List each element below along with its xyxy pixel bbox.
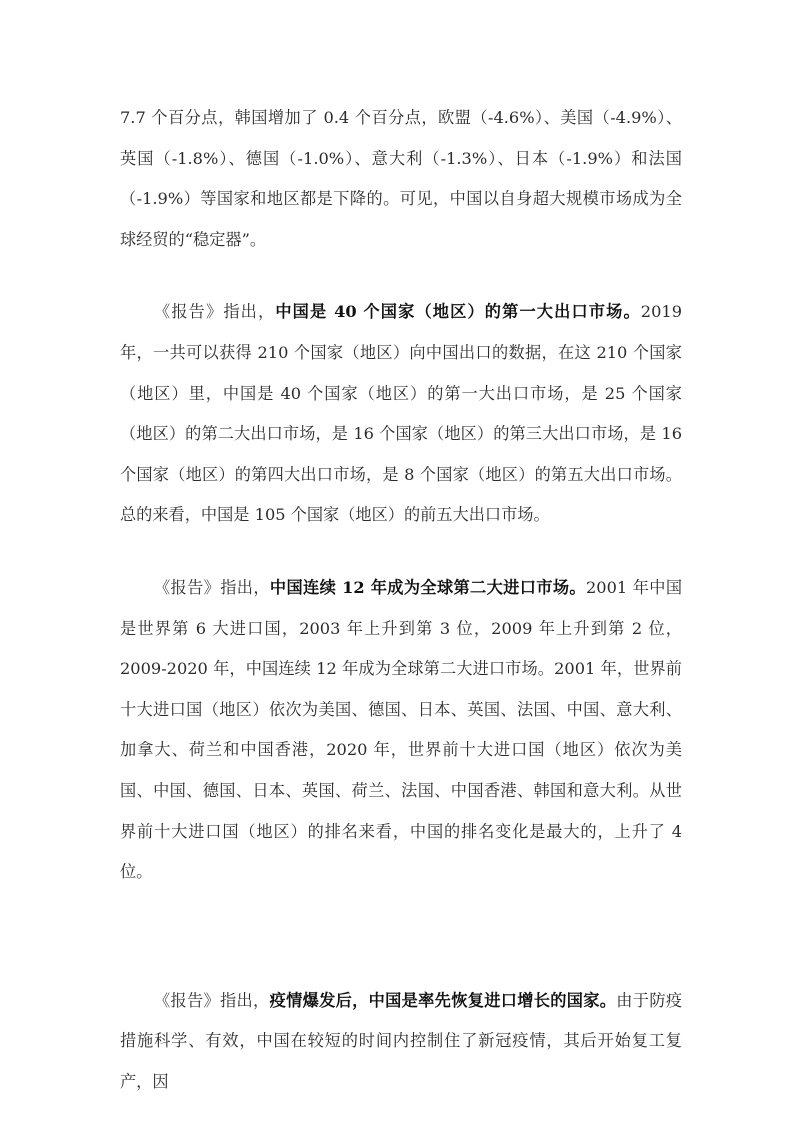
paragraph-text: 7.7 个百分点，韩国增加了 0.4 个百分点，欧盟（-4.6%）、美国（-4.9%）、英国（-1.8%）、德国（-1.0%）、意大利（-1.3%）、日本（-1.9%）和法国（-1.9%）等国家和地区都是下降的。可见，中国以自身超大规模市场成为全球经贸的“稳定器”。 xyxy=(120,108,682,249)
paragraph-lead: 《报告》指出， xyxy=(154,990,270,1010)
document-page xyxy=(120,98,682,1102)
paragraph-import-market xyxy=(120,568,682,893)
paragraph-body: 2019 年，一共可以获得 210 个国家（地区）向中国出口的数据，在这 210 个国家（地区）里，中国是 40 个国家（地区）的第一大出口市场，是 25 个国家（地区）的第二大出口市场，是 16 个国家（地区）的第三大出口市场，是 16 个国家（地区）的第四大出口市场，是 8 个国家（地区）的第五大出口市场。总的来看，中国是 105 个国家（地区）的前五大出口市场。 xyxy=(120,302,682,525)
paragraph-trade-share-decline xyxy=(120,98,682,260)
paragraph-key-point: 中国是 40 个国家（地区）的第一大出口市场。 xyxy=(275,302,641,322)
paragraph-lead: 《报告》指出， xyxy=(154,302,276,322)
paragraph-body: 由于防疫措施科学、有效，中国在较短的时间内控制住了新冠疫情，其后开始复工复产，因 xyxy=(120,990,683,1091)
section-spacer xyxy=(120,921,682,981)
paragraph-key-point: 疫情爆发后，中国是率先恢复进口增长的国家。 xyxy=(269,990,617,1010)
paragraph-export-market xyxy=(120,292,682,536)
paragraph-import-recovery xyxy=(120,981,682,1103)
paragraph-lead: 《报告》指出， xyxy=(154,577,270,597)
paragraph-key-point: 中国连续 12 年成为全球第二大进口市场。 xyxy=(269,577,586,597)
paragraph-body: 2001 年中国是世界第 6 大进口国，2003 年上升到第 3 位，2009 年上升到第 2 位，2009-2020 年，中国连续 12 年成为全球第二大进口市场。2001 年，世界前十大进口国（地区）依次为美国、德国、日本、英国、法国、中国、意大利、加拿大、荷兰和中国香港，2020 年，世界前十大进口国（地区）依次为美国、中国、德国、日本、英国、荷兰、法国、中国香港、韩国和意大利。从世界前十大进口国（地区）的排名来看，中国的排名变化是最大的，上升了 4 位。 xyxy=(120,577,683,882)
